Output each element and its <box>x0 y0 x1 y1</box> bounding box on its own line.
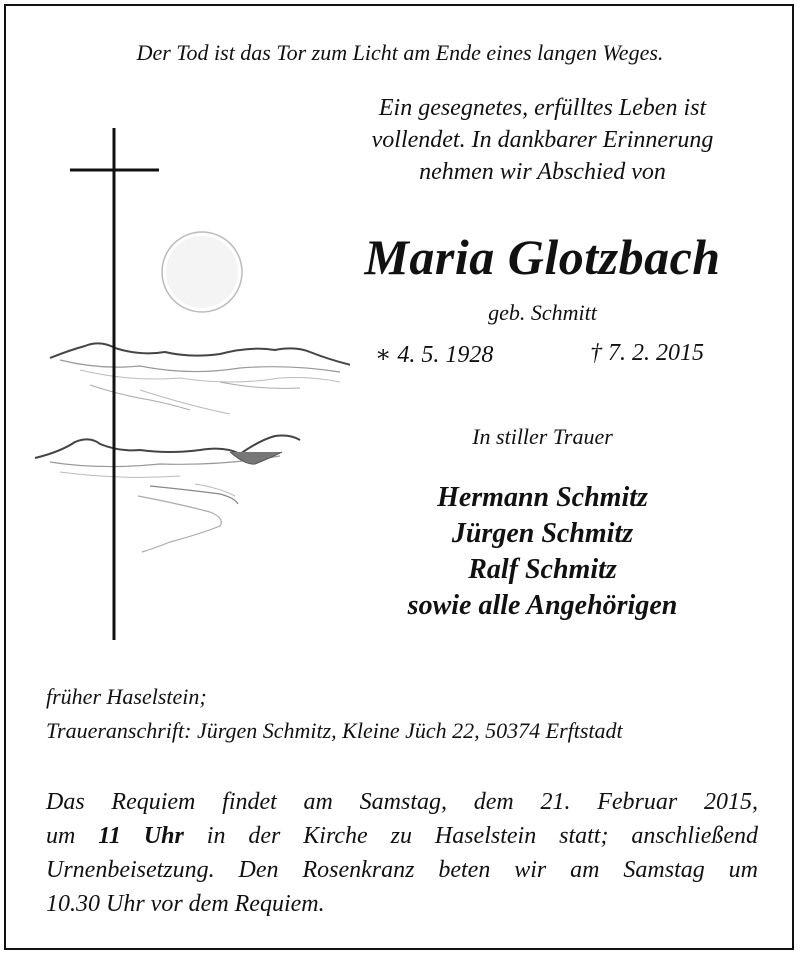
requiem-text: in der Kirche zu Haselstein statt; anschließend <box>183 823 758 849</box>
mourner: sowie alle Angehörigen <box>407 590 678 621</box>
previous-residence: früher Haselstein; <box>46 684 207 709</box>
birth-date: ∗ 4. 5. 1928 <box>375 342 494 368</box>
cross-landscape-sketch-icon <box>20 120 350 650</box>
mourning-address: Traueranschrift: Jürgen Schmitz, Kleine Jüch 22, 50374 Erftstadt <box>46 718 623 743</box>
deceased-name: Maria Glotzbach <box>364 229 721 285</box>
death-date: † 7. 2. 2015 <box>590 340 704 366</box>
requiem-line: 10.30 Uhr vor dem Requiem. <box>46 891 325 917</box>
intro-line: nehmen wir Abschied von <box>419 159 666 185</box>
mourners-list <box>320 480 765 624</box>
requiem-info <box>46 785 758 921</box>
requiem-line: Das Requiem findet am Samstag, dem 21. Februar 2015, <box>46 789 758 815</box>
address-block <box>46 680 623 748</box>
requiem-line <box>46 819 758 853</box>
mourning-line: In stiller Trauer <box>472 424 613 449</box>
maiden-name: geb. Schmitt <box>488 300 597 325</box>
intro-line: vollendet. In dankbarer Erinnerung <box>371 127 714 153</box>
mourner: Ralf Schmitz <box>468 554 617 585</box>
requiem-time: 11 Uhr <box>98 823 184 849</box>
requiem-text: um <box>46 823 99 849</box>
intro-line: Ein gesegnetes, erfülltes Leben ist <box>378 95 707 121</box>
hills-icon <box>50 343 350 366</box>
motto: Der Tod ist das Tor zum Licht am Ende eines langen Weges. <box>136 40 664 65</box>
intro-text <box>320 92 765 188</box>
requiem-line: Urnenbeisetzung. Den Rosenkranz beten wir am Samstag um <box>46 857 758 883</box>
mourner: Jürgen Schmitz <box>451 518 634 549</box>
mourner: Hermann Schmitz <box>437 482 648 513</box>
